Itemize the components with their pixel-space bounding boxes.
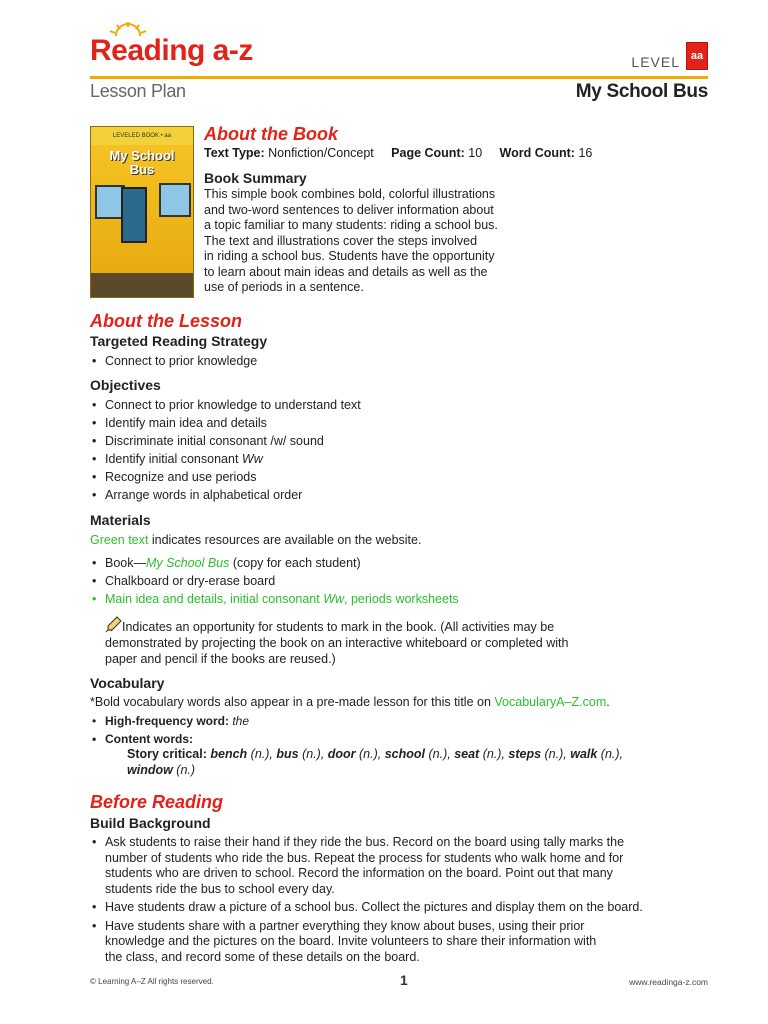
list-item <box>90 900 690 916</box>
book-summary-heading: Book Summary <box>204 170 307 186</box>
copyright: © Learning A–Z All rights reserved. <box>90 977 214 986</box>
before-reading-heading: Before Reading <box>90 792 224 812</box>
worksheets-text-a: Main idea and details, initial consonant <box>105 592 324 606</box>
vocabulary-note <box>90 695 610 711</box>
text-type-label: Text Type: <box>204 146 265 160</box>
objective-text: Identify initial consonant <box>105 452 242 466</box>
vocab-pos: (n.), <box>541 747 571 761</box>
list-item <box>90 919 690 966</box>
summary-line: use of periods in a sentence. <box>204 280 364 294</box>
summary-line: This simple book combines bold, colorful illustrations <box>204 187 496 201</box>
summary-line: The text and illustrations cover the steps involved <box>204 233 478 248</box>
item-line: • Have students draw a picture of a school bus. Collect the pictures and display them on the board. <box>105 900 643 914</box>
book-summary-text <box>204 187 534 296</box>
vocab-pos: (n.), <box>597 747 624 761</box>
vocab-word: window <box>127 763 173 777</box>
story-critical-line-2 <box>127 763 195 779</box>
summary-line: a topic familiar to many students: riding a school bus. <box>204 218 498 232</box>
list-item: • Connect to prior knowledge <box>90 352 257 370</box>
list-item: • Recognize and use periods <box>90 468 361 486</box>
bus-door <box>121 187 147 243</box>
word-count-label: Word Count: <box>499 146 575 160</box>
book-suffix: (copy for each student) <box>229 556 361 570</box>
vocab-word: seat <box>454 747 480 761</box>
annotation-note-line2: demonstrated by projecting the book on an interactive whiteboard or completed with <box>105 636 569 650</box>
vocab-pos: (n.), <box>425 747 455 761</box>
text-type-value: Nonfiction/Concept <box>268 146 374 160</box>
summary-line: in riding a school bus. Students have the opportunity <box>204 249 495 263</box>
cover-title-line1: My School <box>109 148 175 163</box>
before-reading-list <box>90 835 690 968</box>
word-count-value: 16 <box>578 146 593 160</box>
strategy-heading: Targeted Reading Strategy <box>90 333 268 349</box>
vocab-note-a: *Bold vocabulary words also appear in a pre-made lesson for this title on <box>90 695 495 709</box>
hf-word: the <box>229 714 250 728</box>
objectives-heading: Objectives <box>90 377 161 393</box>
vocab-pos: (n.), <box>355 747 385 761</box>
green-text-rest: indicates resources are available on the website. <box>148 533 422 547</box>
bus-window <box>159 183 191 217</box>
book-cover-image <box>90 126 194 298</box>
vocab-note-b: . <box>606 695 610 709</box>
vocab-word: walk <box>570 747 598 761</box>
about-book-heading: About the Book <box>204 124 338 144</box>
vocab-word: school <box>384 747 426 761</box>
item-line: • Ask students to raise their hand if they ride the bus. Record on the board using tally marks the <box>105 835 625 849</box>
level-indicator <box>631 42 708 70</box>
list-item: • Discriminate initial consonant /w/ sound <box>90 432 361 450</box>
about-lesson-heading: About the Lesson <box>90 311 242 331</box>
vocabulary-heading: Vocabulary <box>90 675 165 691</box>
page-count-value: 10 <box>468 146 483 160</box>
summary-line: and two-word sentences to deliver information about <box>204 202 494 217</box>
item-line: students who are driven to school. Record the information on the board. Point out that many <box>105 866 613 880</box>
page-title: My School Bus <box>575 81 708 102</box>
materials-list <box>90 554 459 608</box>
vocabulary-az-link[interactable]: VocabularyA–Z.com <box>494 695 607 709</box>
header-rule <box>90 76 708 79</box>
materials-note <box>90 533 421 549</box>
green-text-label: Green text <box>90 533 149 547</box>
vocab-word: steps <box>508 747 542 761</box>
annotation-note-line1: Indicates an opportunity for students to mark in the book. (All activities may be <box>122 620 555 634</box>
objectives-list <box>90 396 361 504</box>
cover-banner: LEVELED BOOK • aa <box>91 127 193 145</box>
level-label: LEVEL <box>631 54 680 70</box>
story-critical-label: Story critical: <box>127 747 207 761</box>
summary-line: to learn about main ideas and details as well as the <box>204 264 488 279</box>
list-item: • Identify main idea and details <box>90 414 361 432</box>
list-item <box>90 712 249 730</box>
level-badge: aa <box>686 42 708 70</box>
book-meta <box>204 146 592 160</box>
worksheets-link[interactable] <box>90 590 459 608</box>
list-item: • Connect to prior knowledge to understand text <box>90 396 361 414</box>
vocabulary-list <box>90 712 249 748</box>
brand-name: Reading a-z <box>90 34 253 67</box>
materials-heading: Materials <box>90 512 151 528</box>
strategy-list <box>90 352 257 370</box>
list-item: • Chalkboard or dry-erase board <box>90 572 459 590</box>
item-line: • Have students share with a partner everything they know about buses, using their prior <box>105 918 585 933</box>
cover-title <box>95 149 189 177</box>
objective-ww: Ww <box>241 452 263 466</box>
item-line: the class, and record some of these details on the board. <box>105 949 420 964</box>
list-item <box>90 835 690 897</box>
item-line: knowledge and the pictures on the board. Invite volunteers to share their information with <box>105 934 597 948</box>
book-prefix: Book— <box>105 556 146 570</box>
item-line: students ride the bus to school every day. <box>105 881 335 896</box>
worksheets-ww: Ww <box>323 592 345 606</box>
annotation-note-line3: paper and pencil if the books are reused.) <box>105 652 336 666</box>
list-item: • Arrange words in alphabetical order <box>90 486 361 504</box>
item-line: number of students who ride the bus. Repeat the process for students who walk home and for <box>105 850 624 865</box>
vocab-word: bench <box>210 747 248 761</box>
vocab-word: bus <box>276 747 299 761</box>
reading-az-logo[interactable] <box>90 28 253 72</box>
content-words-label: • Content words: <box>90 730 249 748</box>
hf-label: High-frequency word: <box>105 714 230 728</box>
worksheets-text-b: , periods worksheets <box>344 592 459 606</box>
vocab-pos: (n.) <box>172 763 196 777</box>
section-label: Lesson Plan <box>90 81 186 101</box>
website-link[interactable]: www.readinga-z.com <box>629 977 708 987</box>
road <box>91 273 193 297</box>
book-title-link[interactable]: My School Bus <box>146 556 230 570</box>
list-item <box>90 450 361 468</box>
build-background-heading: Build Background <box>90 815 211 831</box>
page-count-label: Page Count: <box>391 146 465 160</box>
story-critical-line <box>127 747 623 763</box>
vocab-word: door <box>327 747 356 761</box>
pencil-icon <box>104 616 124 634</box>
vocab-pos: (n.), <box>479 747 509 761</box>
list-item <box>90 554 459 572</box>
cover-title-line2: Bus <box>129 162 155 177</box>
vocab-pos: (n.), <box>247 747 277 761</box>
vocab-pos: (n.), <box>298 747 328 761</box>
page-number: 1 <box>400 972 408 988</box>
